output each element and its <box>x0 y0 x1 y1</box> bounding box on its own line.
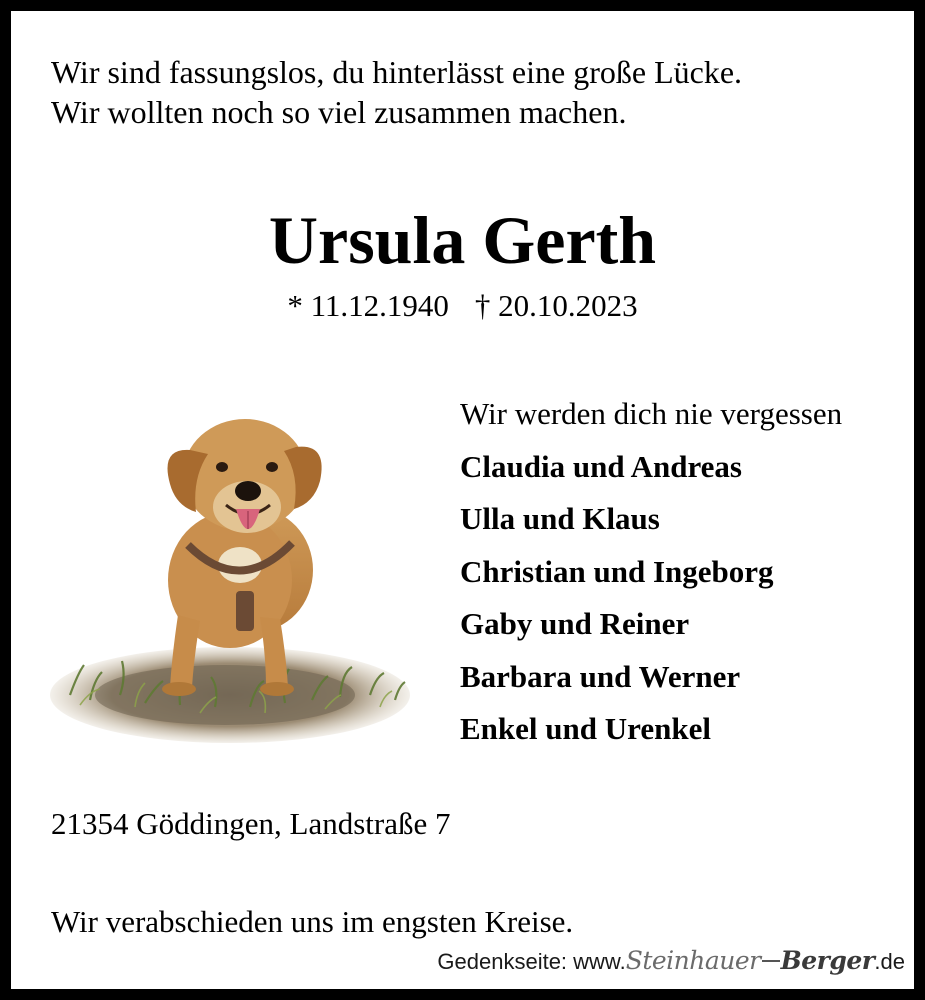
deceased-name: Ursula Gerth <box>268 202 657 278</box>
brand-part-1: Steinhauer <box>625 946 761 975</box>
birth-date: * 11.12.1940 <box>287 288 449 323</box>
intro-text <box>51 52 742 132</box>
footer-prefix: Gedenkseite: www. <box>437 949 626 974</box>
intro-line-2: Wir wollten noch so viel zusammen machen. <box>51 94 627 130</box>
brand-part-2: Berger <box>780 946 875 975</box>
mourner-name: Enkel und Urenkel <box>460 711 711 746</box>
address: 21354 Göddingen, Landstraße 7 <box>51 806 451 841</box>
farewell-note: Wir verabschieden uns im engsten Kreise. <box>51 904 574 939</box>
mourners-block <box>460 388 842 756</box>
mourner-name: Ulla und Klaus <box>460 501 660 536</box>
mourner-name: Barbara und Werner <box>460 658 741 694</box>
mourner-name: Claudia und Andreas <box>460 448 742 484</box>
memorial-page-link[interactable] <box>437 946 905 975</box>
mourner-name: Christian und Ingeborg <box>460 553 774 589</box>
death-date: † 20.10.2023 <box>474 288 638 323</box>
dog-photo-icon <box>50 395 415 745</box>
brand-dash <box>762 960 780 962</box>
mourners-lead: Wir werden dich nie vergessen <box>460 396 843 431</box>
mourner-name: Gaby und Reiner <box>460 606 690 641</box>
intro-line-1: Wir sind fassungslos, du hinterlässt eine große Lücke. <box>51 54 743 90</box>
footer-suffix: .de <box>874 949 905 974</box>
life-dates <box>0 286 925 326</box>
